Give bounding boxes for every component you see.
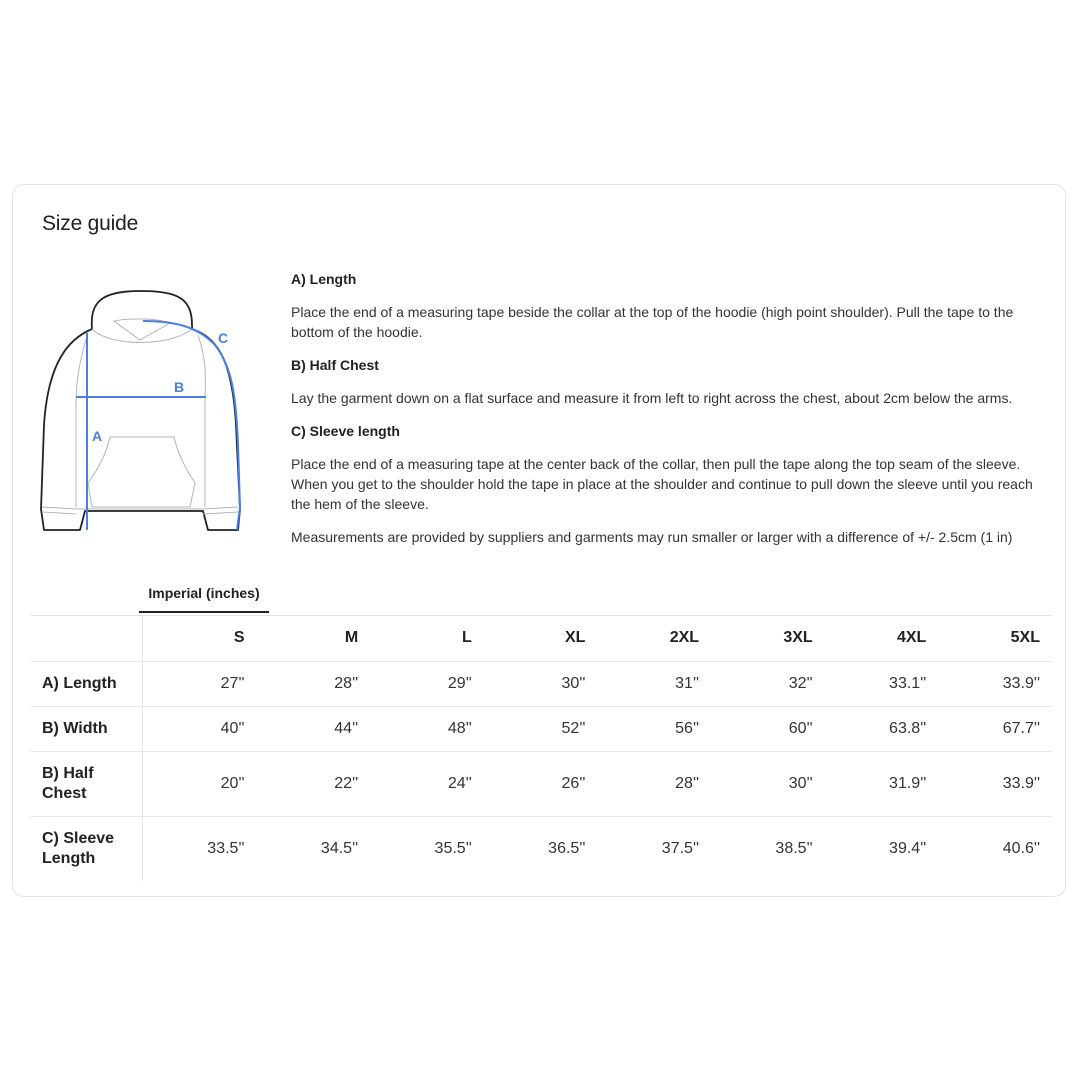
table-cell: 20'' bbox=[220, 774, 245, 792]
table-cell: 33.9'' bbox=[1002, 674, 1040, 692]
table-row-width bbox=[30, 706, 1052, 751]
size-header: M bbox=[344, 629, 359, 647]
size-header-row bbox=[30, 616, 1052, 661]
hoodie-outline bbox=[41, 291, 240, 530]
section-heading-length: A) Length bbox=[291, 271, 357, 287]
label-a: A bbox=[92, 428, 103, 444]
label-b: B bbox=[174, 379, 185, 395]
tab-imperial[interactable]: Imperial (inches) bbox=[139, 581, 269, 613]
table-cell: 30'' bbox=[561, 674, 586, 692]
size-header: L bbox=[462, 629, 472, 647]
pocket bbox=[88, 437, 195, 507]
section-text-half-chest: Lay the garment down on a flat surface and measure it from left to right across the chest, about 2cm below the arms. bbox=[291, 390, 1013, 406]
size-header: 2XL bbox=[669, 629, 700, 647]
measurement-note: Measurements are provided by suppliers and garments may run smaller or larger with a difference of +/- 2.5cm (1 in) bbox=[291, 529, 1013, 545]
table-cell: 56'' bbox=[675, 719, 700, 737]
table-cell: 38.5'' bbox=[775, 839, 813, 857]
size-header: S bbox=[233, 629, 245, 647]
table-cell: 32'' bbox=[788, 674, 813, 692]
size-header: 4XL bbox=[896, 629, 927, 647]
table-cell: 26'' bbox=[561, 774, 586, 792]
label-c: C bbox=[218, 330, 229, 346]
table-cell: 29'' bbox=[447, 674, 472, 692]
size-header: XL bbox=[564, 629, 586, 647]
table-row-sleeve-length bbox=[30, 816, 1052, 881]
table-cell: 33.5'' bbox=[207, 839, 245, 857]
size-table bbox=[30, 616, 1052, 881]
page-title: Size guide bbox=[42, 212, 139, 235]
table-row-length bbox=[30, 661, 1052, 706]
section-text-sleeve: Place the end of a measuring tape at the center back of the collar, then pull the tape along the top seam of the sleeve. When you get to the shoulder hold the tape in place at the shoulder and continue to pull down the sleeve until you reach the hem of the sleeve. bbox=[291, 456, 1033, 512]
table-cell: 33.1'' bbox=[889, 674, 927, 692]
table-cell: 36.5'' bbox=[548, 839, 586, 857]
table-cell: 31'' bbox=[675, 674, 700, 692]
row-label: B) Half Chest bbox=[30, 751, 142, 816]
table-cell: 28'' bbox=[334, 674, 359, 692]
table-cell: 40.6'' bbox=[1002, 839, 1040, 857]
table-row-half-chest bbox=[30, 751, 1052, 816]
measurement-instructions bbox=[291, 269, 1041, 560]
table-cell: 24'' bbox=[447, 774, 472, 792]
table-cell: 39.4'' bbox=[889, 839, 927, 857]
table-cell: 30'' bbox=[788, 774, 813, 792]
section-heading-sleeve: C) Sleeve length bbox=[291, 423, 400, 439]
table-cell: 44'' bbox=[334, 719, 359, 737]
hem-band-2 bbox=[42, 512, 238, 514]
hoodie-illustration bbox=[40, 285, 250, 535]
collar-line bbox=[92, 329, 192, 343]
size-header: 3XL bbox=[783, 629, 813, 647]
right-arm-seam bbox=[198, 335, 205, 507]
row-label: C) Sleeve Length bbox=[30, 816, 142, 881]
table-cell: 28'' bbox=[675, 774, 700, 792]
table-cell: 60'' bbox=[788, 719, 813, 737]
table-cell: 33.9'' bbox=[1002, 774, 1040, 792]
table-cell: 27'' bbox=[220, 674, 245, 692]
section-heading-half-chest: B) Half Chest bbox=[291, 357, 379, 373]
table-cell: 63.8'' bbox=[889, 719, 927, 737]
table-cell: 34.5'' bbox=[320, 839, 359, 857]
row-label: B) Width bbox=[30, 706, 142, 751]
row-label: A) Length bbox=[30, 661, 142, 706]
size-header: 5XL bbox=[1010, 629, 1040, 647]
hoodie-diagram bbox=[40, 285, 250, 535]
table-corner bbox=[30, 616, 142, 661]
size-guide-card bbox=[12, 184, 1066, 897]
table-cell: 48'' bbox=[447, 719, 472, 737]
section-text-length: Place the end of a measuring tape beside the collar at the top of the hoodie (high point shoulder). Pull the tape to the bottom of the hoodie. bbox=[291, 304, 1014, 340]
table-cell: 67.7'' bbox=[1002, 719, 1040, 737]
table-cell: 22'' bbox=[334, 774, 359, 792]
table-cell: 40'' bbox=[220, 719, 245, 737]
table-cell: 37.5'' bbox=[661, 839, 700, 857]
table-cell: 31.9'' bbox=[889, 774, 927, 792]
table-cell: 35.5'' bbox=[434, 839, 472, 857]
table-cell: 52'' bbox=[561, 719, 586, 737]
